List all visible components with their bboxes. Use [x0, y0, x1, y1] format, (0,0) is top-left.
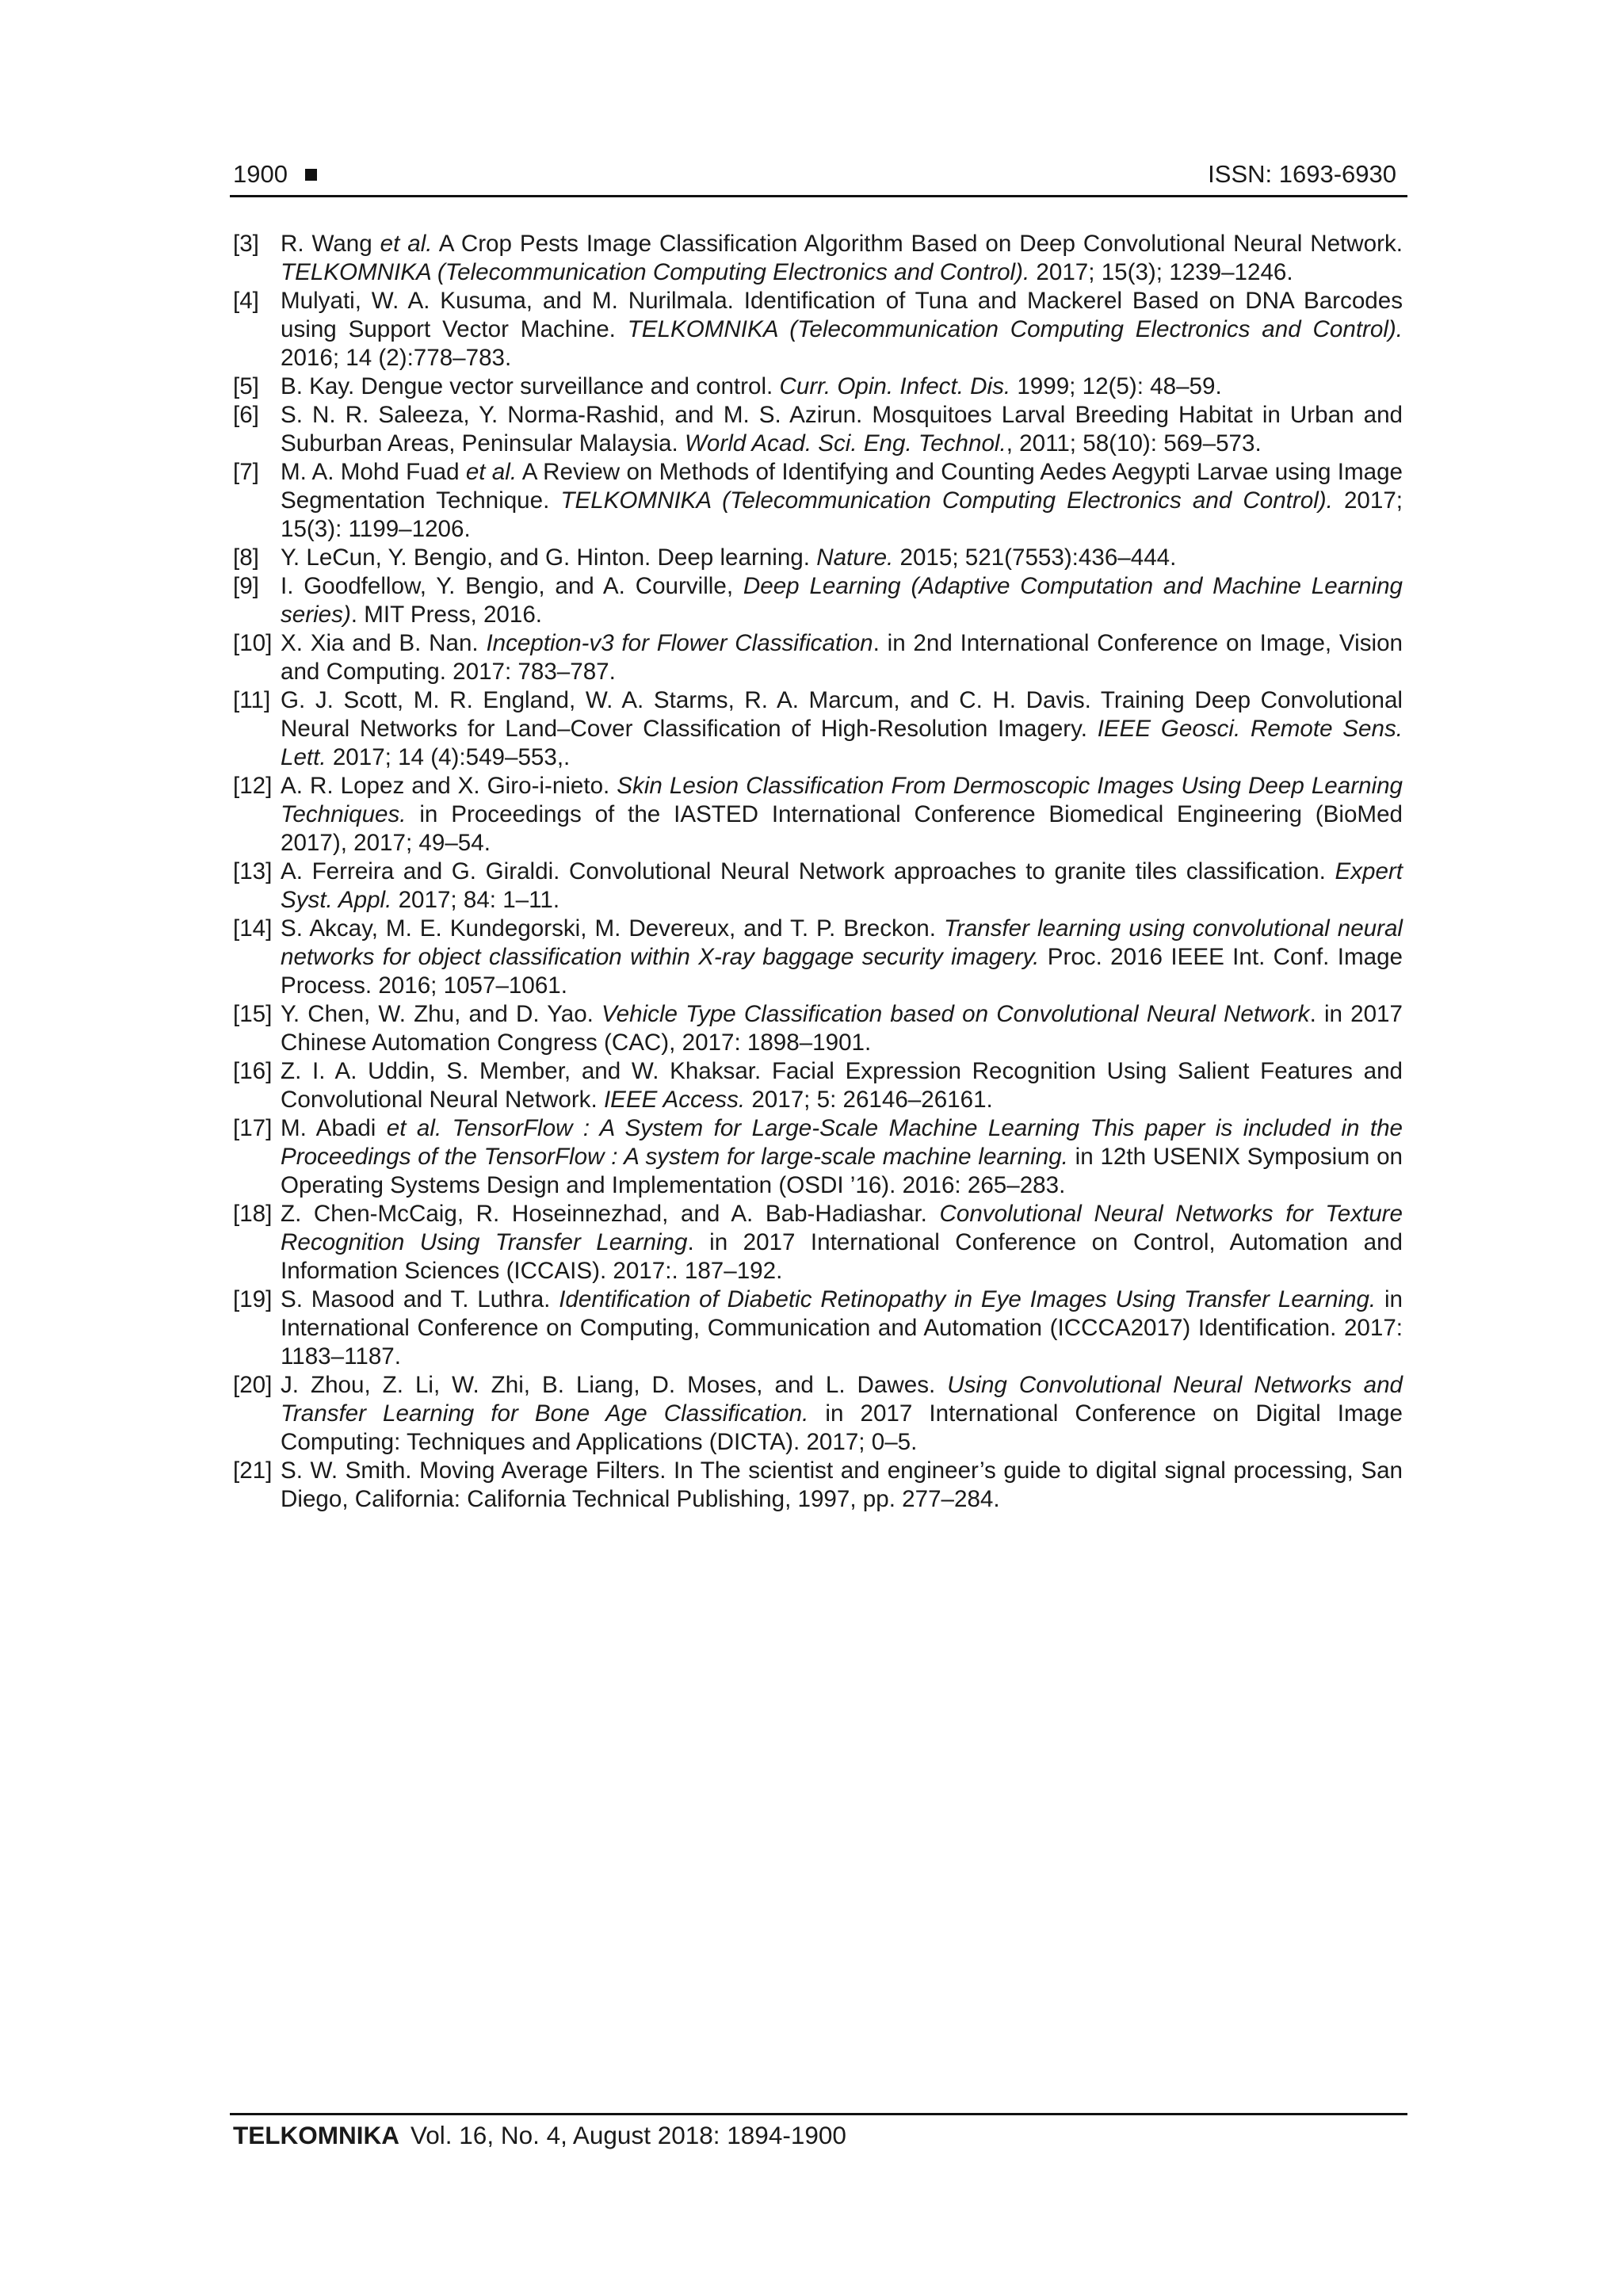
reference-text [281, 773, 1403, 856]
reference-number: [4] [233, 288, 259, 314]
reference-text [281, 630, 1403, 685]
reference-segment: 2015; 521(7553):436–444. [893, 544, 1177, 571]
reference-segment: 2017; 14 (4):549–553,. [326, 744, 571, 770]
reference-item [230, 1200, 1403, 1286]
reference-segment: Mulyati, W. A. Kusuma, and M. Nurilmala. Identification of Tuna and Mackerel Based on DNA Barcodes using Support Vector Machine. [281, 288, 1403, 342]
reference-number: [10] [233, 630, 273, 656]
reference-italic-segment: Inception-v3 for Flower Classification [486, 630, 873, 656]
reference-text [281, 288, 1403, 371]
reference-number: [17] [233, 1115, 273, 1141]
reference-number: [20] [233, 1372, 273, 1398]
reference-segment: 2017; 15(3); 1239–1246. [1029, 259, 1293, 285]
reference-italic-segment: World Acad. Sci. Eng. Technol. [684, 430, 1006, 457]
reference-segment: M. Abadi [281, 1115, 387, 1141]
reference-item [230, 287, 1403, 372]
reference-item [230, 572, 1403, 629]
reference-item [230, 1114, 1403, 1200]
reference-italic-segment: Using Convolutional Neural Networks and Transfer Learning for Bone Age Classification. [281, 1372, 1403, 1427]
reference-italic-segment: TELKOMNIKA (Telecommunication Computing Electronics and Control). [627, 316, 1403, 342]
reference-item [230, 772, 1403, 858]
reference-number: [19] [233, 1286, 273, 1312]
page-number-block [233, 155, 317, 193]
page-number: 1900 [233, 160, 288, 188]
reference-segment: R. Wang [281, 231, 380, 257]
reference-segment: 2017; 15(3): 1199–1206. [281, 487, 1403, 542]
reference-segment: Y. LeCun, Y. Bengio, and G. Hinton. Deep learning. [281, 544, 817, 571]
reference-italic-segment: Identification of Diabetic Retinopathy in Eye Images Using Transfer Learning. [559, 1286, 1377, 1312]
reference-segment: in 2017 International Conference on Digital Image Computing: Techniques and Applications (DICTA). 2017; 0–5. [281, 1400, 1403, 1455]
reference-number: [9] [233, 573, 259, 599]
reference-segment: . in 2017 Chinese Automation Congress (CAC), 2017: 1898–1901. [281, 1001, 1403, 1056]
reference-segment: S. Akcay, M. E. Kundegorski, M. Devereux, and T. P. Breckon. [281, 915, 944, 942]
reference-italic-segment: Skin Lesion Classification From Dermoscopic Images Using Deep Learning Techniques. [281, 773, 1403, 827]
reference-item [230, 401, 1403, 458]
reference-segment: 2016; 14 (2):778–783. [281, 345, 512, 371]
reference-segment: 1999; 12(5): 48–59. [1010, 373, 1222, 399]
reference-number: [11] [233, 687, 271, 713]
reference-item [230, 1286, 1403, 1371]
reference-number: [16] [233, 1058, 273, 1084]
reference-segment: A Crop Pests Image Classification Algorithm Based on Deep Convolutional Neural Network. [432, 231, 1403, 257]
reference-segment: S. W. Smith. Moving Average Filters. In The scientist and engineer’s guide to digital signal processing, San Diego, California: California Technical Publishing, 1997, pp. 277–284. [281, 1457, 1403, 1512]
reference-segment: S. N. R. Saleeza, Y. Norma-Rashid, and M. S. Azirun. Mosquitoes Larval Breeding Habitat in Urban and Suburban Areas, Peninsular Malaysia. [281, 402, 1403, 457]
reference-item [230, 686, 1403, 772]
reference-number: [8] [233, 544, 259, 571]
reference-segment: . MIT Press, 2016. [350, 602, 543, 628]
reference-segment: I. Goodfellow, Y. Bengio, and A. Courville, [281, 573, 743, 599]
reference-text [281, 544, 1176, 571]
reference-item [230, 1371, 1403, 1457]
reference-italic-segment: IEEE Access. [603, 1087, 746, 1113]
reference-segment: , 2011; 58(10): 569–573. [1006, 430, 1262, 457]
reference-segment: A. R. Lopez and X. Giro-i-nieto. [281, 773, 617, 799]
reference-italic-segment: Convolutional Neural Networks for Texture Recognition Using Transfer Learning [281, 1201, 1403, 1255]
footer-journal-name: TELKOMNIKA [233, 2121, 399, 2149]
reference-number: [14] [233, 915, 273, 942]
reference-text [281, 1457, 1403, 1512]
reference-segment: 2017; 84: 1–11. [391, 887, 560, 913]
reference-item [230, 1000, 1403, 1057]
reference-segment: G. J. Scott, M. R. England, W. A. Starms, R. A. Marcum, and C. H. Davis. Training Deep Convolutional Neural Networks for Land–Cover Classification of High-Resolution Imagery. [281, 687, 1403, 742]
reference-italic-segment: Deep Learning (Adaptive Computation and Machine Learning series) [281, 573, 1403, 628]
reference-number: [5] [233, 373, 259, 399]
reference-italic-segment: et al. [465, 459, 517, 485]
reference-segment: S. Masood and T. Luthra. [281, 1286, 559, 1312]
reference-number: [21] [233, 1457, 273, 1484]
page-header [231, 155, 1404, 193]
reference-segment: . in 2nd International Conference on Image, Vision and Computing. 2017: 783–787. [281, 630, 1403, 685]
reference-segment: Proc. 2016 IEEE Int. Conf. Image Process. 2016; 1057–1061. [281, 944, 1403, 999]
reference-number: [12] [233, 773, 273, 799]
reference-number: [15] [233, 1001, 273, 1027]
reference-segment: X. Xia and B. Nan. [281, 630, 487, 656]
reference-text [281, 231, 1403, 285]
reference-segment: M. A. Mohd Fuad [281, 459, 466, 485]
reference-text [281, 1286, 1403, 1370]
reference-text [281, 402, 1403, 457]
issn: ISSN: 1693-6930 [1208, 160, 1396, 188]
reference-italic-segment: Vehicle Type Classification based on Convolutional Neural Network [601, 1001, 1310, 1027]
reference-italic-segment: et al. [380, 231, 433, 257]
reference-text [281, 687, 1403, 770]
reference-italic-segment: TELKOMNIKA (Telecommunication Computing Electronics and Control). [281, 259, 1030, 285]
reference-segment: in Proceedings of the IASTED International Conference Biomedical Engineering (BioMed 2017), 2017; 49–54. [281, 801, 1403, 856]
footer-divider [230, 2113, 1407, 2115]
reference-segment: Z. Chen-McCaig, R. Hoseinnezhad, and A. Bab-Hadiashar. [281, 1201, 940, 1227]
reference-text [281, 1058, 1403, 1113]
reference-number: [3] [233, 231, 259, 257]
reference-segment: . in 2017 International Conference on Control, Automation and Information Sciences (ICCAIS). 2017:. 187–192. [281, 1229, 1403, 1284]
reference-item [230, 230, 1403, 287]
reference-segment: B. Kay. Dengue vector surveillance and control. [281, 373, 780, 399]
reference-segment: A. Ferreira and G. Giraldi. Convolutional Neural Network approaches to granite tiles classification. [281, 858, 1335, 884]
reference-text [281, 915, 1403, 999]
reference-item [230, 1457, 1403, 1514]
reference-text [281, 1372, 1403, 1455]
reference-item [230, 372, 1403, 401]
reference-number: [6] [233, 402, 259, 428]
reference-number: [13] [233, 858, 273, 884]
reference-item [230, 629, 1403, 686]
reference-number: [18] [233, 1201, 273, 1227]
reference-item [230, 458, 1403, 544]
reference-italic-segment: Nature. [816, 544, 894, 571]
reference-text [281, 459, 1403, 542]
reference-list [230, 230, 1403, 1514]
reference-italic-segment: Curr. Opin. Infect. Dis. [779, 373, 1011, 399]
reference-text [281, 858, 1403, 913]
reference-text [281, 1001, 1403, 1056]
reference-text [281, 1115, 1403, 1198]
reference-text [281, 373, 1222, 399]
reference-item [230, 915, 1403, 1000]
footer-citation: Vol. 16, No. 4, August 2018: 1894-1900 [410, 2121, 846, 2149]
reference-italic-segment: Transfer learning using convolutional neural networks for object classification within X-ray baggage security imagery. [281, 915, 1403, 970]
reference-italic-segment: Expert Syst. Appl. [281, 858, 1403, 913]
reference-text [281, 573, 1403, 628]
black-square-icon [305, 169, 317, 181]
reference-italic-segment: TELKOMNIKA (Telecommunication Computing Electronics and Control). [560, 487, 1333, 514]
reference-segment: Y. Chen, W. Zhu, and D. Yao. [281, 1001, 602, 1027]
reference-item [230, 544, 1403, 572]
header-divider [230, 195, 1407, 197]
reference-item [230, 858, 1403, 915]
reference-text [281, 1201, 1403, 1284]
reference-segment: A Review on Methods of Identifying and Counting Aedes Aegypti Larvae using Image Segmentation Technique. [281, 459, 1403, 514]
reference-number: [7] [233, 459, 259, 485]
reference-segment: Z. I. A. Uddin, S. Member, and W. Khaksar. Facial Expression Recognition Using Salient Features and Convolutional Neural Network. [281, 1058, 1403, 1113]
reference-italic-segment: et al. TensorFlow : A System for Large-Scale Machine Learning This paper is included in the Proceedings of the TensorFlow : A system for large-scale machine learning. [281, 1115, 1403, 1170]
reference-segment: 2017; 5: 26146–26161. [745, 1087, 993, 1113]
page-footer [233, 2118, 846, 2153]
reference-segment: J. Zhou, Z. Li, W. Zhi, B. Liang, D. Moses, and L. Dawes. [281, 1372, 948, 1398]
reference-segment: in 12th USENIX Symposium on Operating Systems Design and Implementation (OSDI ’16). 2016: 265–283. [281, 1144, 1403, 1198]
reference-italic-segment: IEEE Geosci. Remote Sens. Lett. [281, 716, 1403, 770]
reference-item [230, 1057, 1403, 1114]
reference-segment: in International Conference on Computing, Communication and Automation (ICCCA2017) Identification. 2017: 1183–1187. [281, 1286, 1403, 1370]
